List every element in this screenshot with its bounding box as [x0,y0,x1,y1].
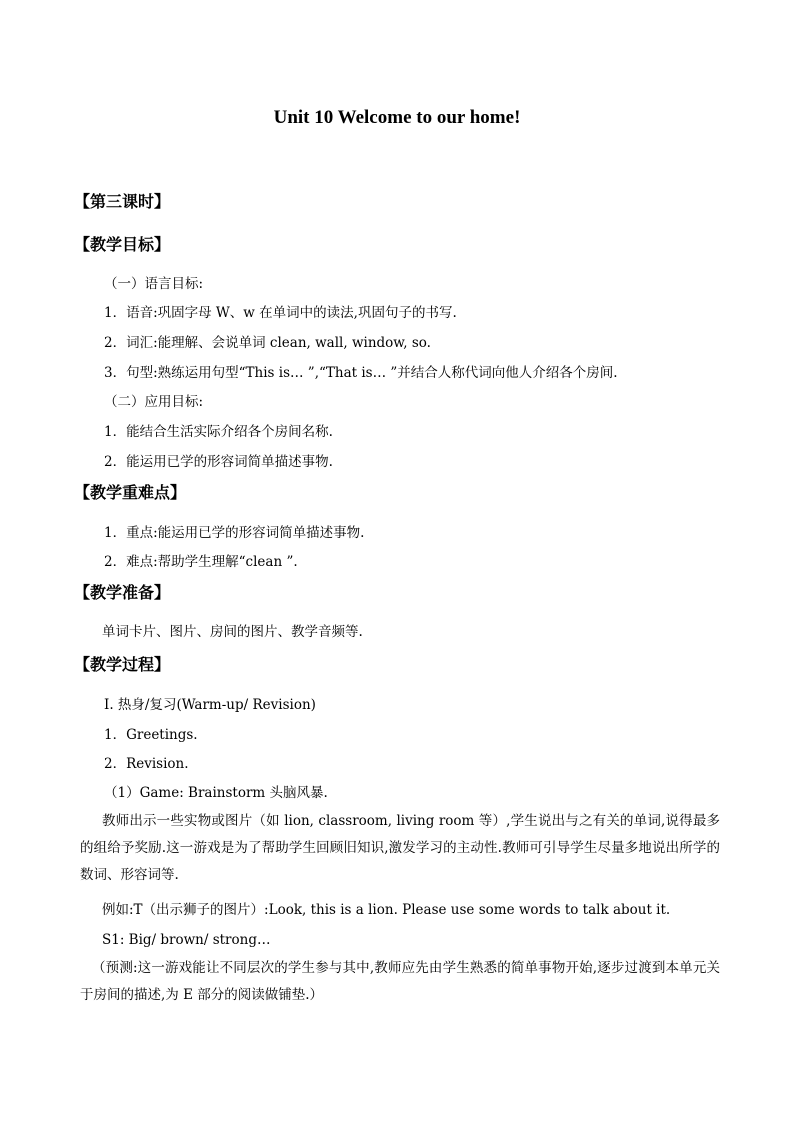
language-objectives-subheading: （一）语言目标: [104,276,204,292]
process-heading: 【教学过程】 [74,655,171,674]
key-points-heading: 【教学重难点】 [74,483,187,502]
key-point-item: 2．难点:帮助学生理解“clean ”. [104,554,298,570]
preparation-text: 单词卡片、图片、房间的图片、教学音频等. [102,624,363,640]
process-step: 1．Greetings. [104,727,198,743]
objective-item: 1．能结合生活实际介绍各个房间名称. [104,424,333,440]
objective-item: 1．语音:巩固字母 W、w 在单词中的读法,巩固句子的书写. [104,305,457,321]
process-step: 2．Revision. [104,756,189,772]
key-point-item: 1．重点:能运用已学的形容词简单描述事物. [104,525,365,541]
process-section-title: I. 热身/复习(Warm-up/ Revision) [104,697,316,713]
objective-item: 2．词汇:能理解、会说单词 clean, wall, window, so. [104,335,431,351]
prediction-paragraph: （预测:这一游戏能让不同层次的学生参与其中,教师应先由学生熟悉的简单事物开始,逐步过渡到本单元关于房间的描述,为 E 部分的阅读做铺垫.） [80,960,720,1003]
document-title: Unit 10 Welcome to our home! [273,107,521,128]
objective-item: 2．能运用已学的形容词简单描述事物. [104,454,333,470]
objectives-heading: 【教学目标】 [74,235,171,254]
objective-item: 3．句型:熟练运用句型“This is… ”,“That is… ”并结合人称代词向他人介绍各个房间. [104,365,618,381]
game-description-paragraph: 教师出示一些实物或图片（如 lion, classroom, living room 等）,学生说出与之有关的单词,说得最多的组给予奖励.这一游戏是为了帮助学生回顾旧知识,激发学习的主动性.教师可引导学生尽量多地说出所学的数词、形容词等. [80,813,720,883]
application-objectives-subheading: （二）应用目标: [104,394,204,410]
lesson-heading: 【第三课时】 [74,192,171,211]
student-response-line: S1: Big/ brown/ strong… [102,932,271,948]
preparation-heading: 【教学准备】 [74,583,171,602]
example-line: 例如:T（出示狮子的图片）:Look, this is a lion. Please use some words to talk about it. [102,902,671,918]
game-line: （1）Game: Brainstorm 头脑风暴. [104,785,328,801]
